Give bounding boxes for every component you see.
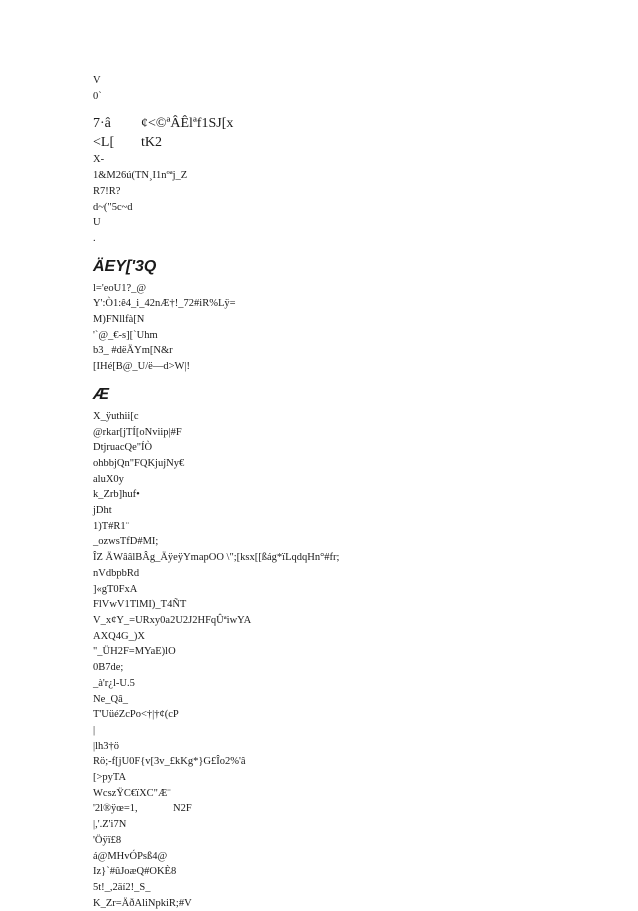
text-line: ÎZ ÄWââlBÂg_ÄÿeÿYmapOO \";[ksx[[ßág*ïLqdqHn°#fr; <box>93 552 340 564</box>
text-block-2 <box>93 281 613 375</box>
text-line: 5t!_,2äí2!_S_ <box>93 881 151 893</box>
text-block-3 <box>93 409 613 911</box>
text-line: Y':Ò1:ê4_i_42nÆ†!_72#iR%Lÿ= <box>93 298 236 310</box>
title-right: tK2 <box>141 135 162 151</box>
row-right: N2F <box>173 803 192 815</box>
text-line: á@MHvÓPsß4@ <box>93 850 168 862</box>
text-line: DtjruacQe"ÍÒ <box>93 442 153 454</box>
text-line: aluX0y <box>93 473 124 485</box>
text-line: 0B7de; <box>93 662 124 674</box>
text-line: [>pyTA <box>93 772 127 784</box>
text-line: 0` <box>93 90 102 102</box>
text-line: |,'.Z'i7N <box>93 819 127 831</box>
title-block <box>93 115 613 152</box>
text-line: V_x¢Y_=URxy0a2U2J2HFqÛªiwYA <box>93 614 252 626</box>
text-line: Iz}`#ûJoæQ#OKÈ8 <box>93 866 177 878</box>
text-line: FlVwV1TlMI)_T4ÑT <box>93 599 187 611</box>
text-line: Rö;-f[jU0F{v[3v_£kKg*}G£Îo2%'â <box>93 756 246 768</box>
section-heading: ÄEY['3Q <box>93 257 157 275</box>
text-line: K_Zr=ÄðAliNpkiR;#V <box>93 897 192 909</box>
text-line: T'UüéZcPo<†|†¢(cP <box>93 709 179 721</box>
text-line: WcszŸC€ïXC"Æ¨ <box>93 787 171 799</box>
text-line: b3_ #dëÄYm[N&r <box>93 345 173 357</box>
text-line: [IHé[B@_U/ë—d>W|! <box>93 361 190 373</box>
text-line: k_Zrb]huf• <box>93 489 140 501</box>
text-line: "_ÜH2F=MYaE)lO <box>93 646 176 658</box>
text-line <box>93 801 613 817</box>
text-line: U <box>93 217 101 229</box>
title-line <box>93 115 613 133</box>
text-line: . <box>93 232 96 244</box>
text-line: R7!R? <box>93 185 121 197</box>
text-line: V <box>93 75 101 86</box>
text-line: nVdbpbRd <box>93 567 140 579</box>
text-line: @rkar[jTÍ[oNviip|#F <box>93 426 182 438</box>
text-line: 1)T#R1¨ <box>93 520 130 532</box>
text-line: 1&M26ú(TN¸I1nºªj_Z <box>93 170 188 182</box>
text-line: |lh3†ö <box>93 740 120 752</box>
title-left: <L[ <box>93 135 115 151</box>
title-right: ¢<©ªÂÊlªf1SJ[x <box>141 116 234 132</box>
text-line: jDht <box>93 505 112 517</box>
document-page <box>93 73 613 911</box>
title-line <box>93 134 613 152</box>
text-line: X- <box>93 154 105 166</box>
text-line: Ne_Qâ_ <box>93 693 128 705</box>
text-line: X_ÿuthii[c <box>93 410 139 422</box>
row-left: '2l®ÿœ=1, <box>93 803 138 815</box>
text-line: d~("5c~d <box>93 201 133 213</box>
text-line: AXQ4G_)X <box>93 630 145 642</box>
text-line: ohbbjQn"FQKjujNy€ <box>93 457 185 469</box>
text-block-1 <box>93 152 613 246</box>
section-heading: Æ <box>93 385 109 403</box>
title-left: 7·â <box>93 116 111 132</box>
text-line: l='eoU1?_@ <box>93 282 147 294</box>
text-line: '`@_€-s][`Uhm <box>93 329 158 341</box>
text-line: ]«gT0FxA <box>93 583 138 595</box>
text-line: | <box>93 724 96 736</box>
text-line: _à'r¿l-U.5 <box>93 677 135 689</box>
text-line: _ozwsTfD#MI; <box>93 536 159 548</box>
intro-block <box>93 73 613 104</box>
text-line: M)FNllfà[N <box>93 314 145 326</box>
text-line: 'Öÿï£8 <box>93 834 122 846</box>
